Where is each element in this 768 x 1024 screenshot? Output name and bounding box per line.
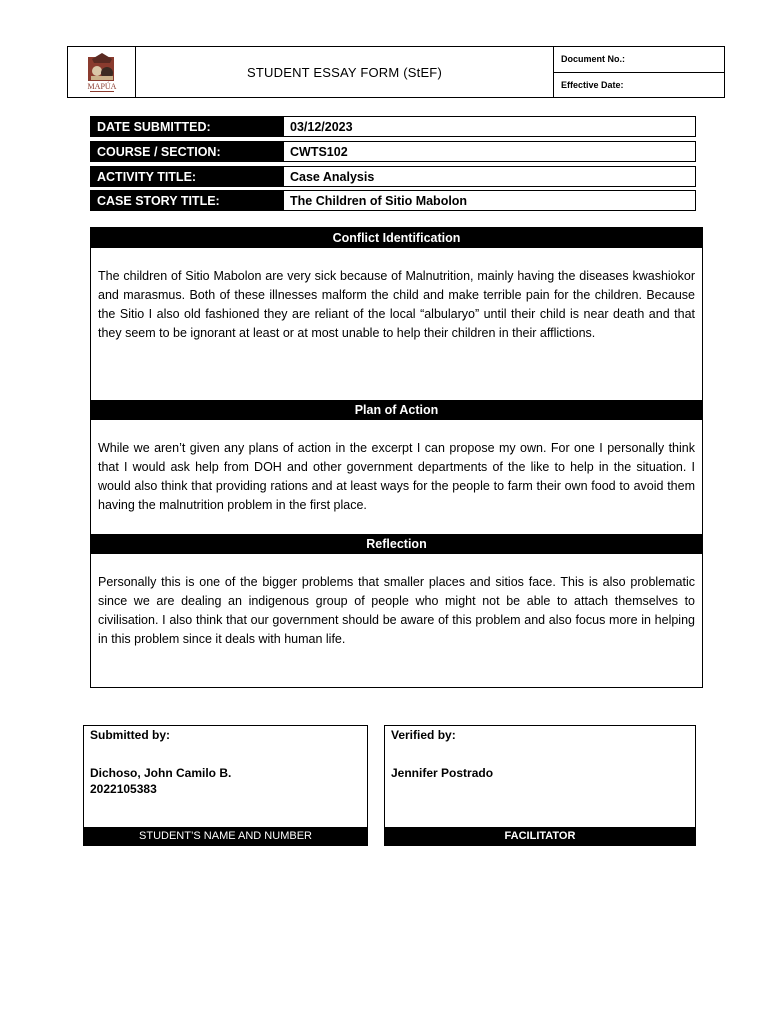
info-label: CASE STORY TITLE: (91, 191, 284, 210)
info-row-case-story (90, 190, 696, 211)
essay-box (90, 227, 703, 688)
info-label: COURSE / SECTION: (91, 142, 284, 161)
info-label: ACTIVITY TITLE: (91, 167, 284, 186)
section-heading-reflection: Reflection (91, 534, 702, 554)
info-row-activity (90, 166, 696, 187)
section-body-reflection: Personally this is one of the bigger problems that smaller places and sitios face. This is also problematic since we are dealing an indigenous group of people who might not be able to attach themselves to civilisation. I also think that our government should be aware of this problem and also focus more in helping in this problem since it deals with human life. (98, 575, 695, 646)
svg-text:MAPÚA: MAPÚA (87, 82, 116, 91)
student-number: 2022105383 (90, 782, 157, 796)
verified-by-box (384, 725, 696, 846)
info-value-date: 03/12/2023 (290, 119, 353, 134)
student-name-number (90, 765, 231, 797)
section-body-plan: While we aren’t given any plans of action in the excerpt I can propose my own. For one I personally think that I would ask help from DOH and other government departments of the like to help in the situation. I would also think that providing rations and at least ways for the people to farm their own food to avoid them having the malnutrition problem in the first place. (98, 441, 695, 512)
student-footer: STUDENT’S NAME AND NUMBER (84, 827, 367, 845)
document-no-label: Document No.: (554, 47, 724, 73)
mapua-logo-icon (82, 49, 122, 95)
info-row-date (90, 116, 696, 137)
info-label: DATE SUBMITTED: (91, 117, 284, 136)
facilitator-footer: FACILITATOR (385, 827, 695, 845)
facilitator-name: Jennifer Postrado (391, 766, 494, 780)
section-body-conflict: The children of Sitio Mabolon are very sick because of Malnutrition, mainly having the diseases kwashiokor and marasmus. Both of these illnesses malform the child and make terrible pain for the children. Because the Sitio I also old fashioned they are reliant of the local “albularyo” until their child is near death and that they seem to be ignorant at least or at most unable to help their children in their afflictions. (98, 269, 695, 340)
submitted-by-label: Submitted by: (90, 728, 170, 742)
info-value-activity: Case Analysis (290, 169, 375, 184)
info-value-case-story: The Children of Sitio Mabolon (290, 193, 468, 208)
document-meta (554, 47, 724, 97)
section-heading-plan: Plan of Action (91, 400, 702, 420)
form-title: STUDENT ESSAY FORM (StEF) (136, 47, 554, 97)
logo-cell (68, 47, 136, 97)
verified-by-label: Verified by: (391, 728, 456, 742)
info-row-course (90, 141, 696, 162)
student-name: Dichoso, John Camilo B. (90, 766, 232, 780)
form-header (67, 46, 725, 98)
effective-date-label: Effective Date: (561, 79, 624, 90)
info-value-course: CWTS102 (290, 144, 348, 159)
submitted-by-box (83, 725, 368, 846)
section-heading-conflict: Conflict Identification (91, 228, 702, 248)
